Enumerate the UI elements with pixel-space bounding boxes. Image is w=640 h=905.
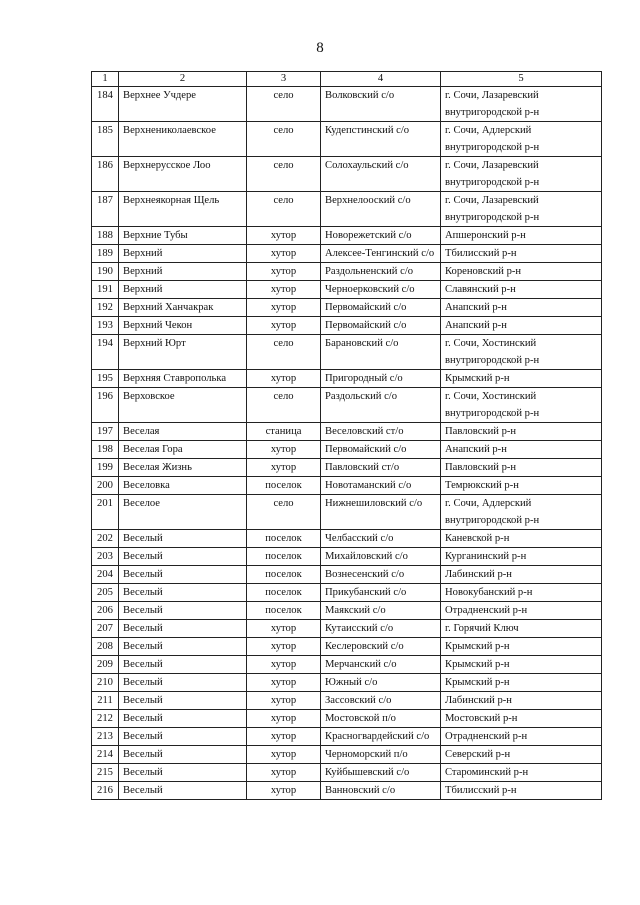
settlement-name: Верхнерусское Лоо [119, 157, 247, 192]
settlement-name: Верхние Тубы [119, 227, 247, 245]
row-number: 190 [92, 263, 119, 281]
row-number: 185 [92, 122, 119, 157]
table-row [92, 281, 602, 299]
administrative-unit: Веселовский ст/о [321, 423, 441, 441]
district: г. Сочи, Хостинский внутригородской р-н [441, 335, 602, 370]
administrative-unit: Кеслеровский с/о [321, 638, 441, 656]
district: Тбилисский р-н [441, 782, 602, 800]
row-number: 211 [92, 692, 119, 710]
table-row [92, 656, 602, 674]
settlement-type: хутор [247, 245, 321, 263]
settlement-name: Верхний [119, 263, 247, 281]
district: Лабинский р-н [441, 692, 602, 710]
administrative-unit: Мерчанский с/о [321, 656, 441, 674]
table-row [92, 728, 602, 746]
settlement-type: поселок [247, 602, 321, 620]
row-number: 184 [92, 87, 119, 122]
district: Апшеронский р-н [441, 227, 602, 245]
settlement-name: Верховское [119, 388, 247, 423]
settlement-name: Веселый [119, 728, 247, 746]
table-body [92, 87, 602, 800]
district: Павловский р-н [441, 423, 602, 441]
district: Лабинский р-н [441, 566, 602, 584]
administrative-unit: Первомайский с/о [321, 317, 441, 335]
settlement-type: станица [247, 423, 321, 441]
row-number: 207 [92, 620, 119, 638]
row-number: 208 [92, 638, 119, 656]
column-header-4: 4 [321, 72, 441, 87]
settlement-type: хутор [247, 227, 321, 245]
administrative-unit: Маякский с/о [321, 602, 441, 620]
district: г. Сочи, Адлерский внутригородской р-н [441, 495, 602, 530]
table-row [92, 227, 602, 245]
column-header-5: 5 [441, 72, 602, 87]
settlement-name: Веселый [119, 710, 247, 728]
row-number: 212 [92, 710, 119, 728]
table-row [92, 710, 602, 728]
settlement-type: хутор [247, 674, 321, 692]
row-number: 213 [92, 728, 119, 746]
table-row [92, 263, 602, 281]
settlement-name: Веселый [119, 602, 247, 620]
administrative-unit: Кудепстинский с/о [321, 122, 441, 157]
district: г. Горячий Ключ [441, 620, 602, 638]
settlement-type: поселок [247, 566, 321, 584]
row-number: 209 [92, 656, 119, 674]
settlement-type: хутор [247, 263, 321, 281]
settlement-name: Веселое [119, 495, 247, 530]
settlement-name: Веселый [119, 566, 247, 584]
administrative-unit: Черноморский п/о [321, 746, 441, 764]
table-row [92, 674, 602, 692]
district: Отрадненский р-н [441, 602, 602, 620]
table-row [92, 764, 602, 782]
administrative-unit: Павловский ст/о [321, 459, 441, 477]
row-number: 192 [92, 299, 119, 317]
table-row [92, 388, 602, 423]
administrative-unit: Кутаисский с/о [321, 620, 441, 638]
row-number: 187 [92, 192, 119, 227]
administrative-unit: Михайловский с/о [321, 548, 441, 566]
column-header-2: 2 [119, 72, 247, 87]
row-number: 202 [92, 530, 119, 548]
district: Новокубанский р-н [441, 584, 602, 602]
settlement-type: поселок [247, 477, 321, 495]
row-number: 186 [92, 157, 119, 192]
settlement-name: Веселовка [119, 477, 247, 495]
administrative-unit: Первомайский с/о [321, 441, 441, 459]
district: Староминский р-н [441, 764, 602, 782]
district: Крымский р-н [441, 638, 602, 656]
row-number: 200 [92, 477, 119, 495]
row-number: 214 [92, 746, 119, 764]
settlement-name: Веселый [119, 548, 247, 566]
administrative-unit: Пригородный с/о [321, 370, 441, 388]
administrative-unit: Алексее-Тенгинский с/о [321, 245, 441, 263]
table-row [92, 317, 602, 335]
settlement-name: Верхний Юрт [119, 335, 247, 370]
administrative-unit: Южный с/о [321, 674, 441, 692]
settlement-name: Верхнеякорная Щель [119, 192, 247, 227]
settlement-type: село [247, 388, 321, 423]
settlement-name: Веселый [119, 782, 247, 800]
table-row [92, 746, 602, 764]
administrative-unit: Раздольский с/о [321, 388, 441, 423]
administrative-unit: Черноерковский с/о [321, 281, 441, 299]
table-row [92, 370, 602, 388]
settlement-name: Веселый [119, 692, 247, 710]
settlement-type: хутор [247, 620, 321, 638]
settlement-type: хутор [247, 692, 321, 710]
administrative-unit: Нижнешиловский с/о [321, 495, 441, 530]
district: Северский р-н [441, 746, 602, 764]
table-header-row [92, 72, 602, 87]
district: Анапский р-н [441, 299, 602, 317]
table-row [92, 122, 602, 157]
settlement-type: село [247, 157, 321, 192]
table-row [92, 620, 602, 638]
row-number: 197 [92, 423, 119, 441]
administrative-unit: Раздольненский с/о [321, 263, 441, 281]
table-row [92, 548, 602, 566]
settlement-name: Веселый [119, 584, 247, 602]
district: г. Сочи, Хостинский внутригородской р-н [441, 388, 602, 423]
row-number: 189 [92, 245, 119, 263]
row-number: 198 [92, 441, 119, 459]
table-row [92, 459, 602, 477]
settlement-type: хутор [247, 656, 321, 674]
administrative-unit: Красногвардейский с/о [321, 728, 441, 746]
settlement-type: поселок [247, 530, 321, 548]
settlement-type: хутор [247, 441, 321, 459]
district: г. Сочи, Лазаревский внутригородской р-н [441, 192, 602, 227]
table-row [92, 584, 602, 602]
row-number: 215 [92, 764, 119, 782]
administrative-unit: Челбасский с/о [321, 530, 441, 548]
settlement-name: Верхний Ханчакрак [119, 299, 247, 317]
row-number: 204 [92, 566, 119, 584]
settlement-type: поселок [247, 584, 321, 602]
district: Славянский р-н [441, 281, 602, 299]
settlement-name: Веселый [119, 746, 247, 764]
settlement-type: хутор [247, 710, 321, 728]
administrative-unit: Первомайский с/о [321, 299, 441, 317]
settlement-type: село [247, 495, 321, 530]
administrative-unit: Ванновский с/о [321, 782, 441, 800]
administrative-unit: Солохаульский с/о [321, 157, 441, 192]
district: г. Сочи, Адлерский внутригородской р-н [441, 122, 602, 157]
district: Анапский р-н [441, 317, 602, 335]
settlement-name: Веселый [119, 674, 247, 692]
district: Кореновский р-н [441, 263, 602, 281]
row-number: 188 [92, 227, 119, 245]
settlement-name: Веселый [119, 620, 247, 638]
settlement-name: Веселый [119, 530, 247, 548]
table-row [92, 245, 602, 263]
row-number: 196 [92, 388, 119, 423]
administrative-unit: Верхнелооский с/о [321, 192, 441, 227]
settlement-type: село [247, 192, 321, 227]
table-row [92, 602, 602, 620]
row-number: 193 [92, 317, 119, 335]
settlement-name: Верхнениколаевское [119, 122, 247, 157]
settlement-type: хутор [247, 317, 321, 335]
district: Каневской р-н [441, 530, 602, 548]
administrative-unit: Новорежетский с/о [321, 227, 441, 245]
settlement-type: хутор [247, 746, 321, 764]
row-number: 203 [92, 548, 119, 566]
table-row [92, 566, 602, 584]
settlement-type: хутор [247, 782, 321, 800]
table-row [92, 495, 602, 530]
district: г. Сочи, Лазаревский внутригородской р-н [441, 157, 602, 192]
settlement-type: хутор [247, 728, 321, 746]
settlement-name: Веселый [119, 638, 247, 656]
table-row [92, 157, 602, 192]
administrative-unit: Зассовский с/о [321, 692, 441, 710]
administrative-unit: Вознесенский с/о [321, 566, 441, 584]
administrative-unit: Барановский с/о [321, 335, 441, 370]
column-header-3: 3 [247, 72, 321, 87]
settlements-table [91, 71, 602, 800]
district: Тбилисский р-н [441, 245, 602, 263]
district: Крымский р-н [441, 656, 602, 674]
district: Анапский р-н [441, 441, 602, 459]
settlement-name: Веселый [119, 656, 247, 674]
settlement-name: Веселая Жизнь [119, 459, 247, 477]
settlement-type: хутор [247, 281, 321, 299]
settlement-type: село [247, 122, 321, 157]
table-row [92, 441, 602, 459]
table-row [92, 782, 602, 800]
row-number: 201 [92, 495, 119, 530]
row-number: 199 [92, 459, 119, 477]
table-row [92, 423, 602, 441]
settlement-type: хутор [247, 459, 321, 477]
district: Курганинский р-н [441, 548, 602, 566]
table-row [92, 87, 602, 122]
settlement-name: Веселый [119, 764, 247, 782]
table-row [92, 192, 602, 227]
settlement-type: хутор [247, 299, 321, 317]
administrative-unit: Новотаманский с/о [321, 477, 441, 495]
settlement-name: Веселая Гора [119, 441, 247, 459]
row-number: 216 [92, 782, 119, 800]
row-number: 191 [92, 281, 119, 299]
settlement-name: Верхнее Учдере [119, 87, 247, 122]
settlement-name: Верхняя Ставрополька [119, 370, 247, 388]
district: Павловский р-н [441, 459, 602, 477]
table-row [92, 638, 602, 656]
row-number: 194 [92, 335, 119, 370]
settlement-type: хутор [247, 370, 321, 388]
district: Отрадненский р-н [441, 728, 602, 746]
district: Крымский р-н [441, 674, 602, 692]
settlement-name: Веселая [119, 423, 247, 441]
settlement-type: хутор [247, 638, 321, 656]
table-row [92, 477, 602, 495]
table-row [92, 692, 602, 710]
settlement-name: Верхний [119, 281, 247, 299]
table-row [92, 530, 602, 548]
settlement-name: Верхний Чекон [119, 317, 247, 335]
row-number: 195 [92, 370, 119, 388]
settlement-type: село [247, 335, 321, 370]
district: г. Сочи, Лазаревский внутригородской р-н [441, 87, 602, 122]
table-row [92, 335, 602, 370]
settlement-type: поселок [247, 548, 321, 566]
settlement-name: Верхний [119, 245, 247, 263]
settlement-type: село [247, 87, 321, 122]
settlement-type: хутор [247, 764, 321, 782]
row-number: 210 [92, 674, 119, 692]
district: Темрюкский р-н [441, 477, 602, 495]
table-row [92, 299, 602, 317]
district: Крымский р-н [441, 370, 602, 388]
row-number: 205 [92, 584, 119, 602]
administrative-unit: Куйбышевский с/о [321, 764, 441, 782]
page-number: 8 [316, 40, 324, 56]
administrative-unit: Мостовской п/о [321, 710, 441, 728]
district: Мостовский р-н [441, 710, 602, 728]
column-header-1: 1 [92, 72, 119, 87]
row-number: 206 [92, 602, 119, 620]
administrative-unit: Прикубанский с/о [321, 584, 441, 602]
administrative-unit: Волковский с/о [321, 87, 441, 122]
